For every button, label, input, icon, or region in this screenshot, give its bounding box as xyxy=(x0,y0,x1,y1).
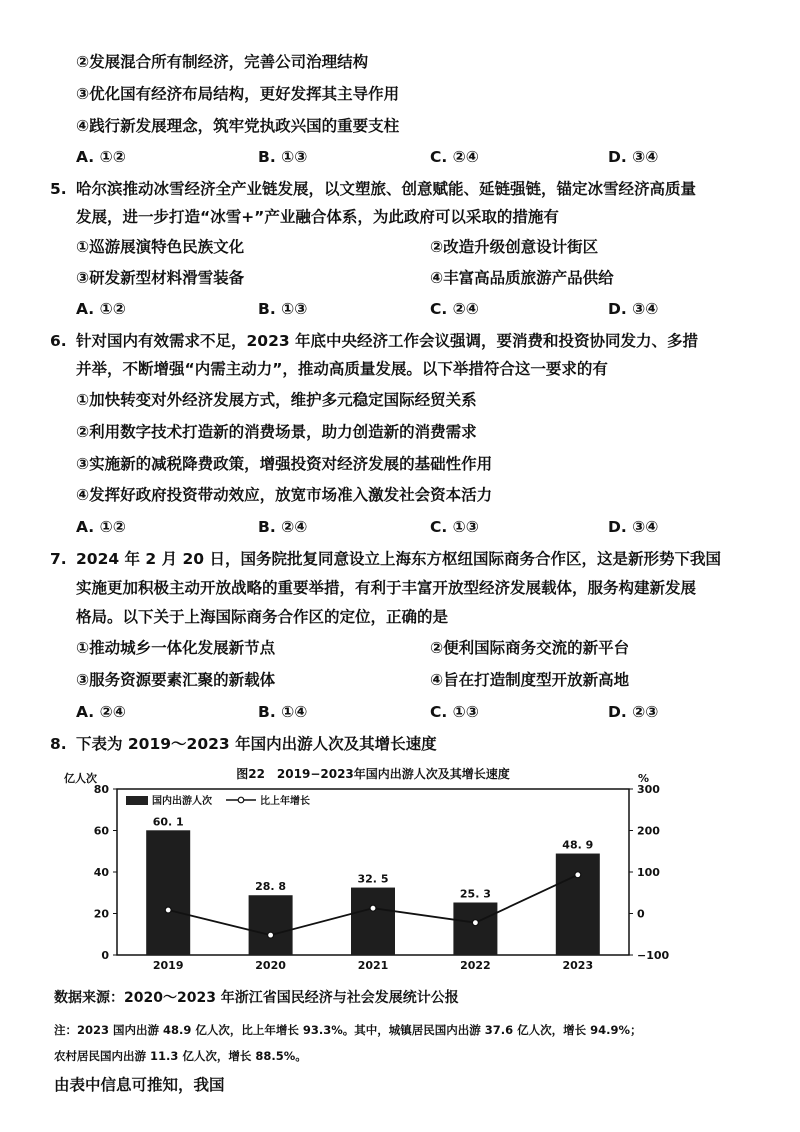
q5-stem-line-1: 哈尔滨推动冰雪经济全产业链发展，以文塑旅、创意赋能、延链强链，锚定冰雪经济高质量 xyxy=(76,180,697,198)
q8-tail: 由表中信息可推知，我国 xyxy=(54,1076,225,1094)
q6-number: 6. xyxy=(50,332,67,350)
bar-2020 xyxy=(249,895,293,955)
chart-title: 图22 2019−2023年国内出游人次及其增长速度 xyxy=(236,767,510,781)
bar-value-label: 48. 9 xyxy=(562,838,594,852)
legend-bar-swatch xyxy=(126,796,148,805)
growth-point-2020 xyxy=(268,932,274,938)
q4-option-b[interactable]: B. ①③ xyxy=(258,148,308,166)
note-line-2: 农村居民国内出游 11.3 亿人次，增长 88.5%。 xyxy=(54,1049,307,1063)
q4-item-3: ③优化国有经济布局结构，更好发挥其主导作用 xyxy=(76,85,400,103)
bar-value-label: 28. 8 xyxy=(255,880,287,894)
q5-item-1: ①巡游展演特色民族文化 xyxy=(76,238,245,256)
q5-option-d[interactable]: D. ③④ xyxy=(608,300,659,318)
legend-line-label: 比上年增长 xyxy=(260,796,310,807)
q5-item-3: ③研发新型材料滑雪装备 xyxy=(76,269,245,287)
q6-option-d[interactable]: D. ③④ xyxy=(608,518,659,536)
q7-number: 7. xyxy=(50,550,67,568)
left-axis-label: 亿人次 xyxy=(64,772,97,785)
q4-item-2: ②发展混合所有制经济，完善公司治理结构 xyxy=(76,53,369,71)
bar-value-label: 60. 1 xyxy=(152,815,184,829)
q5-stem-line-2: 发展，进一步打造“冰雪+”产业融合体系，为此政府可以采取的措施有 xyxy=(76,208,559,226)
q5-item-2: ②改造升级创意设计街区 xyxy=(430,238,599,256)
q6-stem-line-2: 并举，不断增强“内需主动力”，推动高质量发展。以下举措符合这一要求的有 xyxy=(76,360,608,378)
q5-option-a[interactable]: A. ①② xyxy=(76,300,126,318)
right-tick-label: 300 xyxy=(637,783,660,796)
q5-number: 5. xyxy=(50,180,67,198)
q5-item-4: ④丰富高品质旅游产品供给 xyxy=(430,269,614,287)
bar-value-label: 32. 5 xyxy=(357,872,389,886)
left-tick-label: 0 xyxy=(101,949,109,962)
q5-option-b[interactable]: B. ①③ xyxy=(258,300,308,318)
q8-number: 8. xyxy=(50,735,67,753)
x-tick-label: 2019 xyxy=(152,959,184,972)
q6-option-c[interactable]: C. ①③ xyxy=(430,518,479,536)
right-axis-label: % xyxy=(638,772,650,785)
q6-stem-line-1: 针对国内有效需求不足，2023 年底中央经济工作会议强调，要消费和投资协同发力、多措 xyxy=(76,332,699,350)
data-source: 数据来源：2020～2023 年浙江省国民经济与社会发展统计公报 xyxy=(54,990,459,1006)
q6-option-a[interactable]: A. ①② xyxy=(76,518,126,536)
x-tick-label: 2023 xyxy=(562,959,594,972)
q4-option-a[interactable]: A. ①② xyxy=(76,148,126,166)
right-tick-label: 0 xyxy=(637,907,645,921)
q6-item-4: ④发挥好政府投资带动效应，放宽市场准入激发社会资本活力 xyxy=(76,486,493,504)
left-tick-label: 20 xyxy=(93,907,109,921)
growth-point-2021 xyxy=(370,905,376,911)
q6-option-b[interactable]: B. ②④ xyxy=(258,518,308,536)
x-tick-label: 2020 xyxy=(255,959,286,972)
q7-option-b[interactable]: B. ①④ xyxy=(258,703,308,721)
growth-point-2022 xyxy=(472,920,478,926)
growth-point-2019 xyxy=(165,907,171,913)
q7-stem-line-1: 2024 年 2 月 20 日，国务院批复同意设立上海东方枢纽国际商务合作区，这是新形势下我国 xyxy=(76,550,721,568)
q7-stem-line-2: 实施更加积极主动开放战略的重要举措，有利于丰富开放型经济发展载体，服务构建新发展 xyxy=(76,579,697,597)
q7-item-2: ②便利国际商务交流的新平台 xyxy=(430,639,630,657)
q6-item-3: ③实施新的减税降费政策，增强投资对经济发展的基础性作用 xyxy=(76,455,493,473)
legend-bar-label: 国内出游人次 xyxy=(152,796,212,807)
right-tick-label: −100 xyxy=(637,949,670,962)
q4-option-d[interactable]: D. ③④ xyxy=(608,148,659,166)
left-tick-label: 80 xyxy=(93,783,109,796)
bar-2023 xyxy=(556,854,600,955)
q5-option-c[interactable]: C. ②④ xyxy=(430,300,479,318)
q7-option-d[interactable]: D. ②③ xyxy=(608,703,659,721)
q4-item-4: ④践行新发展理念，筑牢党执政兴国的重要支柱 xyxy=(76,117,400,135)
x-tick-label: 2022 xyxy=(460,959,491,972)
q4-option-c[interactable]: C. ②④ xyxy=(430,148,479,166)
note-line-1: 注：2023 国内出游 48.9 亿人次，比上年增长 93.3%。其中，城镇居民国内出游 37.6 亿人次，增长 94.9%； xyxy=(54,1023,642,1037)
q6-item-1: ①加快转变对外经济发展方式，维护多元稳定国际经贸关系 xyxy=(76,391,477,409)
bar-value-label: 25. 3 xyxy=(459,887,491,901)
left-tick-label: 60 xyxy=(93,824,109,838)
q6-item-2: ②利用数字技术打造新的消费场景，助力创造新的消费需求 xyxy=(76,423,477,441)
bar-2021 xyxy=(351,888,395,955)
right-tick-label: 200 xyxy=(637,824,660,838)
legend-line-marker xyxy=(238,797,244,803)
x-tick-label: 2021 xyxy=(357,959,389,972)
bar-2019 xyxy=(146,830,190,955)
bar-2022 xyxy=(453,903,497,955)
left-tick-label: 40 xyxy=(93,866,109,879)
q7-item-1: ①推动城乡一体化发展新节点 xyxy=(76,639,276,657)
q7-stem-line-3: 格局。以下关于上海国际商务合作区的定位，正确的是 xyxy=(76,608,449,626)
q7-item-4: ④旨在打造制度型开放新高地 xyxy=(430,671,630,689)
q7-option-a[interactable]: A. ②④ xyxy=(76,703,126,721)
growth-point-2023 xyxy=(575,872,581,878)
q7-item-3: ③服务资源要素汇聚的新载体 xyxy=(76,671,276,689)
right-tick-label: 100 xyxy=(637,866,660,879)
tourism-chart xyxy=(60,764,680,976)
q8-stem: 下表为 2019～2023 年国内出游人次及其增长速度 xyxy=(76,735,437,753)
q7-option-c[interactable]: C. ①③ xyxy=(430,703,479,721)
